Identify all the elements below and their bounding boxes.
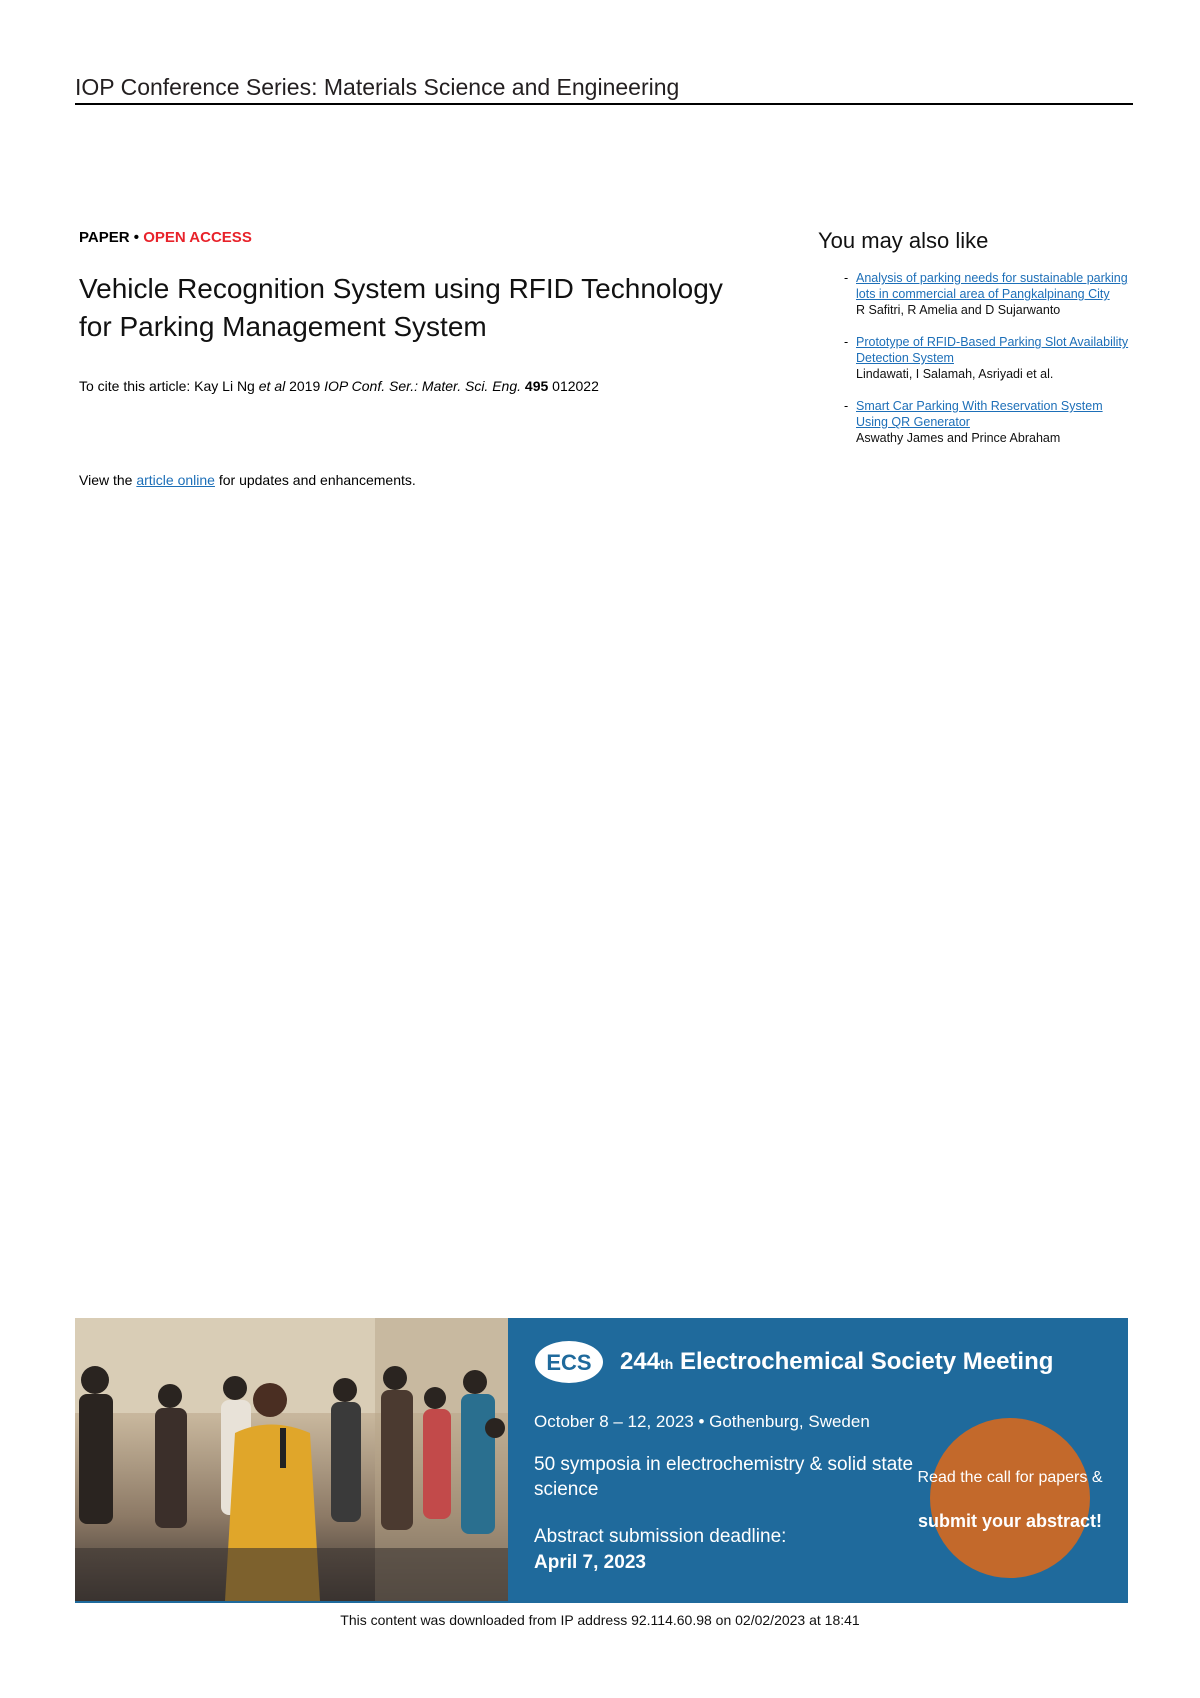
- view-prefix: View the: [79, 472, 133, 488]
- related-articles-sidebar: [818, 228, 1138, 462]
- banner-bottom-rule: [75, 1601, 1128, 1603]
- meeting-number: 244: [620, 1348, 661, 1375]
- cta-submit-text[interactable]: submit your abstract!: [917, 1511, 1103, 1531]
- related-article-link[interactable]: Smart Car Parking With Reservation System Using QR Generator: [856, 399, 1103, 429]
- meeting-dates: October 8 – 12, 2023 • Gothenburg, Sweden: [534, 1412, 870, 1431]
- related-article-item: [818, 270, 1138, 318]
- header-rule: [75, 103, 1133, 105]
- view-suffix: for updates and enhancements.: [218, 472, 416, 488]
- related-article-link[interactable]: Prototype of RFID-Based Parking Slot Availability Detection System: [856, 335, 1129, 365]
- deadline-label: Abstract submission deadline:: [534, 1526, 787, 1547]
- article-online-link[interactable]: article online: [136, 472, 215, 488]
- open-access-label: OPEN ACCESS: [143, 229, 252, 246]
- cite-prefix: To cite this article: Kay Li Ng: [79, 378, 255, 394]
- deadline-date: April 7, 2023: [534, 1552, 646, 1573]
- cite-year: 2019: [289, 378, 321, 394]
- list-dash: -: [844, 271, 849, 285]
- cite-article-number: 012022: [552, 378, 599, 394]
- symposia-text: 50 symposia in electrochemistry & solid state science: [534, 1454, 914, 1500]
- list-dash: -: [844, 335, 849, 349]
- sidebar-heading: You may also like: [818, 228, 989, 253]
- related-article-authors: R Safitri, R Amelia and D Sujarwanto: [856, 303, 1061, 317]
- view-online-line: [79, 472, 416, 488]
- meeting-number-suffix: th: [660, 1356, 674, 1372]
- related-article-authors: Aswathy James and Prince Abraham: [856, 431, 1061, 445]
- download-footer: This content was downloaded from IP address 92.114.60.98 on 02/02/2023 at 18:41: [340, 1612, 860, 1628]
- conference-crowd-photo: [75, 1318, 508, 1601]
- meeting-title: [620, 1348, 1053, 1376]
- ecs-logo-icon: [534, 1340, 604, 1384]
- related-article-item: [818, 398, 1138, 446]
- related-article-item: [818, 334, 1138, 382]
- related-article-link[interactable]: Analysis of parking needs for sustainable parking lots in commercial area of Pangkalpinang City: [856, 271, 1128, 301]
- label-separator: •: [133, 229, 140, 246]
- cite-etal: et al: [258, 378, 286, 394]
- citation-line: [79, 378, 599, 394]
- ecs-logo-text: ECS: [546, 1350, 592, 1375]
- ecs-meeting-banner[interactable]: [75, 1318, 1128, 1601]
- article-label-line: [79, 229, 252, 246]
- cite-volume: 495: [524, 378, 549, 394]
- list-dash: -: [844, 399, 849, 413]
- related-article-authors: Lindawati, I Salamah, Asriyadi et al.: [856, 367, 1054, 381]
- cta-call-text[interactable]: Read the call for papers &: [917, 1469, 1103, 1486]
- cta-circle[interactable]: [930, 1418, 1090, 1578]
- paper-type-label: PAPER: [79, 229, 130, 246]
- journal-header: IOP Conference Series: Materials Science and Engineering: [75, 74, 680, 100]
- article-title: Vehicle Recognition System using RFID Technology for Parking Management System: [79, 273, 723, 342]
- meeting-name: Electrochemical Society Meeting: [679, 1348, 1054, 1375]
- cite-journal: IOP Conf. Ser.: Mater. Sci. Eng.: [324, 378, 522, 394]
